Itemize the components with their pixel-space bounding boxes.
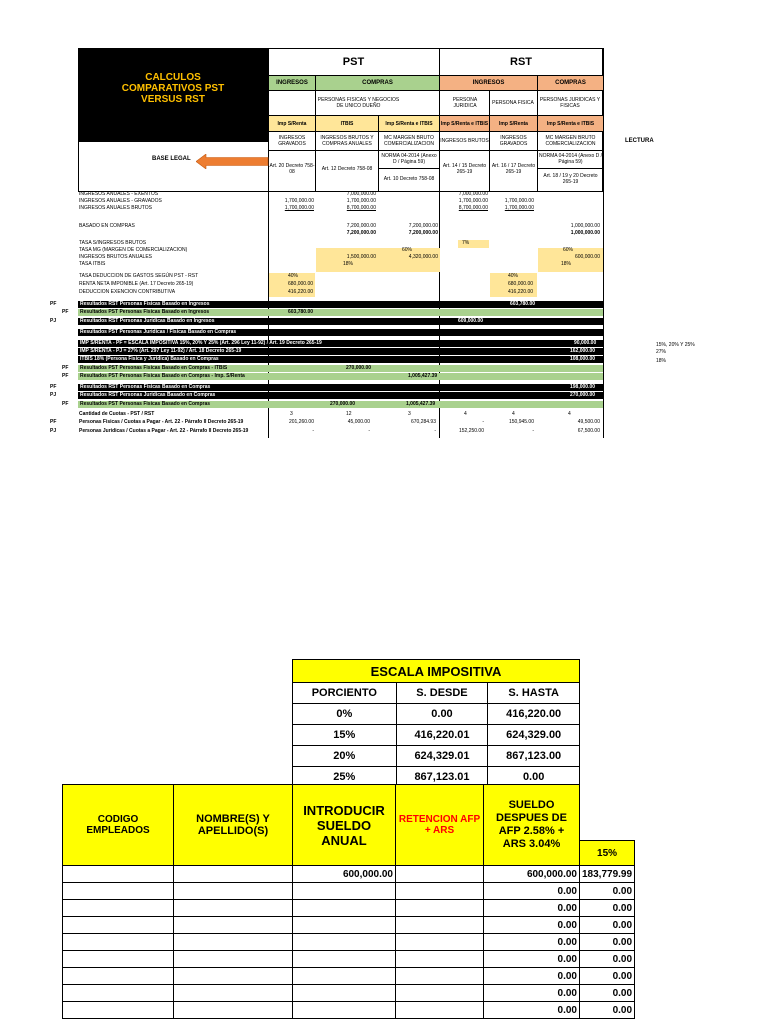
- pf-marker-2: PF: [62, 309, 69, 315]
- imp-renta-itbis-2: Imp S/Renta e ITBIS: [440, 116, 489, 131]
- emp-cell[interactable]: [174, 1002, 293, 1019]
- deduccion-label: DEDUCCION EXENCION CONTRIBUTIVA: [79, 289, 176, 295]
- tasa-40b: 40%: [508, 273, 519, 279]
- escala-cell: 624,329.01: [396, 746, 488, 767]
- emp-despues: 600,000.00: [484, 866, 580, 883]
- escala-cell: 416,220.01: [396, 725, 488, 746]
- emp-zero: 0.00: [484, 934, 580, 951]
- tasa-18b: 18%: [561, 261, 572, 267]
- tasa-18a: 18%: [343, 261, 354, 267]
- bar-pst-compras: Resultados PST Personas Juridicas / Fisicas Basado en Compras: [78, 329, 603, 336]
- side-note-1: 15%, 20% Y 25%: [656, 342, 695, 348]
- emp-cell[interactable]: [174, 968, 293, 985]
- emp-cell[interactable]: [174, 917, 293, 934]
- val-1500: 1,500,000.00: [346, 254, 376, 260]
- bar-rst-pj-ingresos: Resultados RST Personas Juridicas Basado en Ingresos 609,000.00: [78, 318, 603, 325]
- emp-sueldo-input[interactable]: 600,000.00: [293, 866, 396, 883]
- tasa-7: 7%: [462, 240, 470, 246]
- tasa-ded-label: TASA DEDUCCION DE GASTOS SEGÚN PST - RST: [79, 273, 199, 279]
- tasa-60b: 60%: [563, 247, 574, 253]
- row-tasa-ded: [78, 273, 603, 280]
- emp-cell[interactable]: [293, 934, 396, 951]
- tasa-brutos-label: TASA S/INGRESOS BRUTOS: [79, 240, 147, 246]
- emp-zero: 0.00: [484, 985, 580, 1002]
- cuotas-label: Cantidad de Cuotas - PST / RST: [79, 411, 155, 417]
- pf-marker-5: PF: [50, 384, 57, 390]
- row-exentos: [78, 191, 603, 198]
- imp-renta-itbis-3: Imp S/Renta e ITBIS: [538, 116, 603, 131]
- emp-cell[interactable]: [63, 985, 174, 1002]
- bar-rst-pf-compras: Resultados RST Personas Fisicas Basado en Compras 198,000.00: [78, 384, 603, 391]
- escala-cell: 15%: [293, 725, 397, 746]
- emp-cell[interactable]: [63, 951, 174, 968]
- pj-3: -: [434, 428, 436, 434]
- row-compras: [78, 223, 603, 230]
- emp-zero: 0.00: [484, 968, 580, 985]
- escala-cell: 0%: [293, 704, 397, 725]
- emp-cell: [396, 1002, 484, 1019]
- escala-cell: 0.00: [488, 767, 580, 788]
- escala-impositiva-table: [292, 659, 580, 788]
- exentos-pst: 7,000,000.00: [346, 191, 376, 197]
- art10: Art. 10 Decreto 758-08: [383, 176, 435, 182]
- arrow-left-icon: [196, 154, 270, 169]
- row-tasa-itbis: [78, 261, 603, 268]
- pf-2: 45,000.00: [347, 419, 370, 425]
- pj-5: -: [532, 428, 534, 434]
- bar-pst-pf-compras: Resultados PST Personas Fisicas Basado en Compras 270,000.00 1,005,427.39: [78, 401, 603, 408]
- side-note-3: 18%: [656, 358, 667, 364]
- table-row: [63, 917, 635, 934]
- itbis-1: ITBIS: [316, 116, 378, 131]
- escala-cell: 624,329.00: [488, 725, 580, 746]
- rst-ingresos: INGRESOS: [440, 76, 537, 90]
- cuota-3: 3: [408, 411, 411, 417]
- table-row: [63, 1002, 635, 1019]
- emp-cell[interactable]: [63, 900, 174, 917]
- empleados-table: [62, 784, 635, 1019]
- brut-1: 1,700,000.00: [284, 205, 314, 211]
- pj-marker-3: PJ: [50, 428, 57, 434]
- grav-3: 1,700,000.00: [458, 198, 488, 204]
- table-row: [63, 985, 635, 1002]
- art16: Art. 16 / 17 Decreto 265-19: [491, 163, 536, 175]
- emp-zero: 0.00: [580, 951, 635, 968]
- emp-h-blank: [580, 785, 635, 841]
- tasa-60a: 60%: [402, 247, 413, 253]
- col-mc-2: MC MARGEN BRUTO COMERCIALIZACION: [545, 135, 596, 147]
- emp-cell[interactable]: [293, 1002, 396, 1019]
- emp-h-codigo: CODIGO EMPLEADOS: [63, 785, 174, 866]
- emp-cell: [396, 985, 484, 1002]
- emp-zero: 0.00: [580, 900, 635, 917]
- cuotas-pf-label: Personas Fisicas / Cuotas a Pagar - Art. 22 - Párrafo II Decreto 265-19: [79, 419, 244, 425]
- emp-zero: 0.00: [580, 934, 635, 951]
- table-row: [63, 900, 635, 917]
- rst-compras-sub: PERSONAS JURIDICAS Y FISICAS: [539, 97, 601, 109]
- col-ing-grav-2: INGRESOS GRAVADOS: [499, 135, 528, 147]
- emp-h-nombre: NOMBRE(S) Y APELLIDO(S): [174, 785, 293, 866]
- emp-cell[interactable]: [293, 985, 396, 1002]
- imp-renta-2: Imp S/Renta: [490, 116, 537, 131]
- emp-h-despues: SUELDO DESPUES DE AFP 2.58% + ARS 3.04%: [484, 785, 580, 866]
- val-4320: 4,320,000.00: [408, 254, 438, 260]
- row-compras-b: [78, 230, 603, 237]
- emp-cell: [396, 951, 484, 968]
- emp-h-retencion: RETENCION AFP + ARS: [396, 785, 484, 866]
- comp-2: 7,200,000.00: [408, 223, 438, 229]
- pst-personas-label: PERSONAS FISICAS Y NEGOCIOS DE UNICO DUEÑO: [317, 97, 400, 109]
- bar-imp-pj: IMP S/RENTA - PJ = 27% (Art. 297 Ley 11-92) / Art. 18 Decreto 265-19 162,000.00: [78, 348, 603, 355]
- emp-zero: 0.00: [484, 1002, 580, 1019]
- col-ing-grav: INGRESOS GRAVADOS: [278, 135, 306, 147]
- emp-cell[interactable]: [293, 968, 396, 985]
- emp-zero: 0.00: [484, 917, 580, 934]
- comp-2b: 7,200,000.00: [408, 230, 438, 236]
- val-600: 600,000.00: [574, 254, 600, 260]
- comp-3b: 1,000,000.00: [570, 230, 600, 236]
- emp-zero: 0.00: [580, 1002, 635, 1019]
- emp-cell: [396, 866, 484, 883]
- lectura-label: LECTURA: [625, 138, 654, 144]
- pj-2: -: [368, 428, 370, 434]
- emp-zero: 0.00: [580, 917, 635, 934]
- emp-cell[interactable]: [293, 951, 396, 968]
- emp-zero: 0.00: [580, 968, 635, 985]
- escala-cell: 20%: [293, 746, 397, 767]
- emp-cell[interactable]: [174, 866, 293, 883]
- bar-rst-pf-ingresos: Resultados RST Personas Fisicas Basado en Ingresos 603,780.00: [78, 301, 603, 308]
- art14: Art. 14 / 15 Decreto 265-19: [442, 163, 487, 175]
- emp-zero: 0.00: [484, 900, 580, 917]
- pj-4: 152,250.00: [458, 428, 484, 434]
- emp-zero: 0.00: [484, 951, 580, 968]
- cuota-1: 3: [290, 411, 293, 417]
- bar-pst-pf-ingresos: Resultados PST Personas Fisicas Basado en Ingresos 603,780.00: [78, 309, 603, 316]
- ing-brutos-anuales-label: INGRESOS BRUTOS ANUALES: [79, 254, 152, 260]
- emp-cell: [396, 968, 484, 985]
- escala-cell: 867,123.01: [396, 767, 488, 788]
- emp-cell[interactable]: [63, 917, 174, 934]
- rst-pf-label: PERSONA FISICA: [492, 100, 534, 106]
- emp-cell[interactable]: [293, 883, 396, 900]
- bar-pst-pf-renta: Resultados PST Personas Fisicas Basado en Compras - Imp. S/Renta 1,005,427.39: [78, 373, 603, 380]
- emp-cell[interactable]: [293, 900, 396, 917]
- row-ing-brutos-anuales: [78, 254, 603, 261]
- emp-cell: [396, 900, 484, 917]
- renta-neta-label: RENTA NETA IMPONIBLE (Art. 17 Decreto 265-19): [79, 281, 194, 287]
- escala-h1: PORCIENTO: [293, 683, 397, 704]
- escala-cell: 25%: [293, 767, 397, 788]
- escala-cell: 0.00: [396, 704, 488, 725]
- pst-ingresos: INGRESOS: [269, 76, 315, 90]
- col-ing-brutos: INGRESOS BRUTOS: [440, 138, 489, 144]
- pj-marker-2: PJ: [50, 392, 57, 398]
- table-row: [63, 968, 635, 985]
- bar-pst-pf-itbis: Resultados PST Personas Fisicas Basado en Compras - ITBIS 270,000.00: [78, 365, 603, 372]
- val-416b: 416,220.00: [508, 289, 534, 295]
- emp-h-15: 15%: [580, 841, 635, 866]
- pf-marker-3: PF: [62, 365, 69, 371]
- norma1: NORMA 04-2014 (Anexo D / Página 59): [381, 153, 437, 165]
- pf-1: 201,260.00: [288, 419, 314, 425]
- pf-6: 49,500.00: [577, 419, 600, 425]
- brutos-label: INGRESOS ANUALES BRUTOS: [79, 205, 152, 211]
- comp-1b: 7,200,000.00: [346, 230, 376, 236]
- comp-3: 1,000,000.00: [570, 223, 600, 229]
- pf-marker-4: PF: [62, 373, 69, 379]
- tasa-itbis-label: TASA ITBIS: [79, 261, 106, 267]
- pj-1: -: [312, 428, 314, 434]
- emp-zero: 0.00: [484, 883, 580, 900]
- brut-2: 8,700,000.00: [346, 205, 376, 211]
- escala-title: ESCALA IMPOSITIVA: [293, 660, 580, 683]
- emp-zero: 0.00: [580, 883, 635, 900]
- emp-cell[interactable]: [63, 866, 174, 883]
- emp-cell[interactable]: [63, 934, 174, 951]
- val-680b: 680,000.00: [508, 281, 534, 287]
- rst-heading: RST: [510, 56, 532, 68]
- table-row: [63, 883, 635, 900]
- tasa-40a: 40%: [288, 273, 299, 279]
- row-brutos: [78, 205, 603, 212]
- art20: Art. 20 Decreto 758-08: [269, 163, 315, 175]
- cuota-5: 4: [512, 411, 515, 417]
- grav-2: 1,700,000.00: [346, 198, 376, 204]
- emp-cell: [396, 934, 484, 951]
- emp-cell[interactable]: [293, 917, 396, 934]
- emp-15: 183,779.99: [580, 866, 635, 883]
- val-680a: 680,000.00: [288, 281, 314, 287]
- gravados-label: INGRESOS ANUALES - GRAVADOS: [79, 198, 162, 204]
- pf-3: 670,284.93: [410, 419, 436, 425]
- emp-cell[interactable]: [174, 951, 293, 968]
- emp-cell: [396, 883, 484, 900]
- bar-itbis: ITBIS 18% (Persona Fisica y Juridica) Basado en Compras 108,000.00: [78, 356, 603, 363]
- tasa-mg-label: TASA MG (MARGEN DE COMERCIALIZACION): [79, 247, 188, 253]
- escala-h2: S. DESDE: [396, 683, 488, 704]
- pj-6: 67,500.00: [577, 428, 600, 434]
- cuotas-pj-label: Personas Juridicas / Cuotas a Pagar - Art. 22 - Párrafo II Decreto 265-19: [79, 428, 249, 434]
- pf-marker-7: PF: [50, 419, 57, 425]
- pf-marker-6: PF: [62, 401, 69, 407]
- emp-cell[interactable]: [63, 1002, 174, 1019]
- emp-cell[interactable]: [63, 968, 174, 985]
- rst-pj-label: PERSONA JURIDICA: [452, 97, 478, 109]
- emp-zero: 0.00: [580, 985, 635, 1002]
- pj-marker-1: PJ: [50, 318, 57, 324]
- page-title: CALCULOS COMPARATIVOS PST VERSUS RST: [121, 72, 225, 105]
- bar-rst-pj-compras: Resultados RST Personas Juridicas Basado en Compras 270,000.00: [78, 392, 603, 399]
- compras-label: BASADO EN COMPRAS: [79, 223, 135, 229]
- grav-4: 1,700,000.00: [504, 198, 534, 204]
- emp-h-sueldo: INTRODUCIR SUELDO ANUAL: [293, 785, 396, 866]
- col-mc: MC MARGEN BRUTO COMERCIALIZACION: [383, 135, 434, 147]
- row-cuotas-pf: [78, 419, 603, 426]
- pf-4: -: [482, 419, 484, 425]
- cuota-6: 4: [568, 411, 571, 417]
- emp-cell[interactable]: [63, 883, 174, 900]
- imp-renta-itbis-1: Imp S/Renta e ITBIS: [379, 116, 439, 131]
- emp-cell: [396, 917, 484, 934]
- emp-cell[interactable]: [174, 900, 293, 917]
- emp-cell[interactable]: [174, 934, 293, 951]
- exentos-rst: 7,000,000.00: [458, 191, 488, 197]
- brut-3: 8,700,000.00: [458, 205, 488, 211]
- cuota-4: 4: [464, 411, 467, 417]
- row-gravados: [78, 198, 603, 205]
- comp-1: 7,200,000.00: [346, 223, 376, 229]
- grav-1: 1,700,000.00: [284, 198, 314, 204]
- row-renta-neta: [78, 281, 603, 288]
- val-416a: 416,220.00: [288, 289, 314, 295]
- art18: Art. 18 / 19 y 20 Decreto 265-19: [543, 173, 598, 185]
- rst-compras: COMPRAS: [538, 76, 603, 90]
- exentos-label: INGRESOS ANUALES - EXENTOS: [79, 191, 159, 197]
- table-row: [63, 934, 635, 951]
- side-note-2: 27%: [656, 349, 667, 355]
- col-ing-brutos-compras: INGRESOS BRUTOS Y COMPRAS ANUALES: [320, 135, 374, 147]
- row-cuotas: [78, 411, 603, 418]
- pf-5: 150,945.00: [508, 419, 534, 425]
- base-legal-label: BASE LEGAL: [152, 156, 191, 162]
- art12: Art. 12 Decreto 758-08: [321, 166, 373, 172]
- row-tasa-mg: [78, 247, 603, 254]
- row-tasa-brutos: [78, 240, 603, 247]
- escala-cell: 416,220.00: [488, 704, 580, 725]
- pst-compras: COMPRAS: [316, 76, 439, 90]
- imp-renta-1: Imp S/Renta: [269, 116, 315, 131]
- brut-4: 1,700,000.00: [504, 205, 534, 211]
- cuota-2: 12: [346, 411, 352, 417]
- emp-cell[interactable]: [174, 985, 293, 1002]
- norma2: NORMA 04-2014 (Anexo D / Página 59): [538, 153, 603, 165]
- bar-imp-pf: IMP S/RENTA - PF = ESCALA IMPOSITIVA 15%, 20% Y 25% (Art. 296 Ley 11-92) / Art. 19 Decreto 265-19 90,000.00: [78, 340, 603, 347]
- escala-h3: S. HASTA: [488, 683, 580, 704]
- row-deduccion: [78, 289, 603, 296]
- escala-cell: 867,123.00: [488, 746, 580, 767]
- table-row: [63, 951, 635, 968]
- table-row: [63, 866, 635, 883]
- pf-marker-1: PF: [50, 301, 57, 307]
- pst-heading: PST: [342, 56, 365, 68]
- emp-cell[interactable]: [174, 883, 293, 900]
- row-cuotas-pj: [78, 428, 603, 435]
